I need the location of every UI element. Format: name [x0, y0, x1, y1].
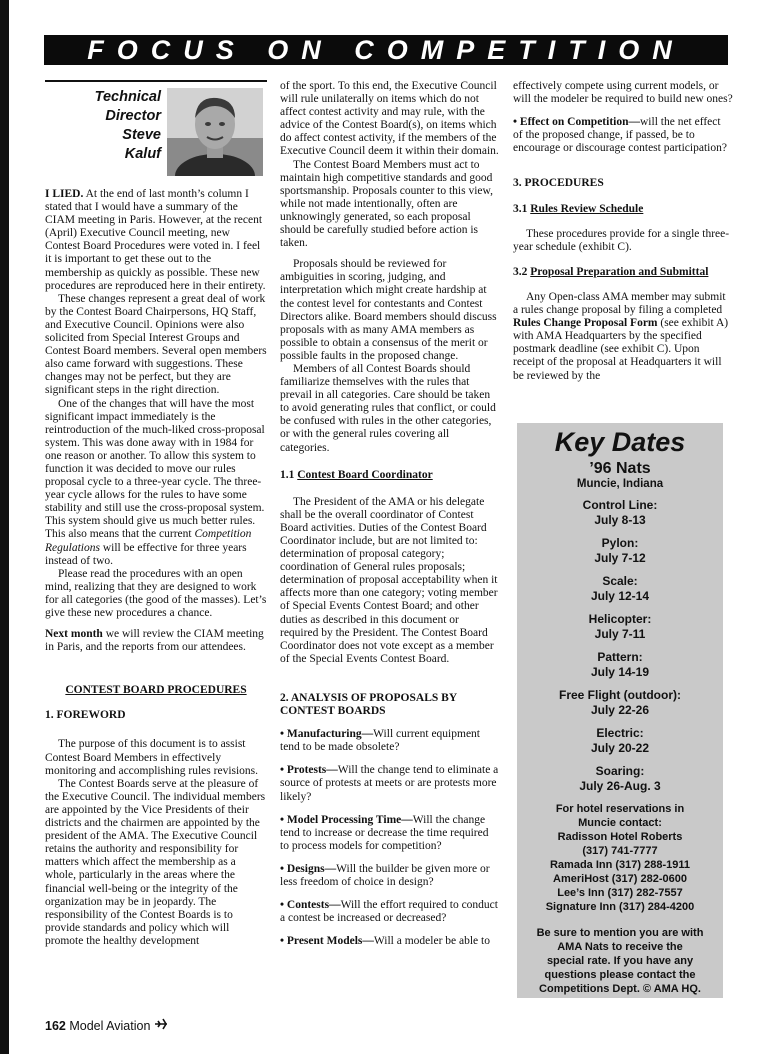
section-3-2-heading: [513, 266, 733, 279]
bullet-text: will the net effect of the proposed change, if passed, be to encourage or discourage contest participation?: [513, 116, 727, 155]
event-name: Electric:: [596, 726, 644, 740]
paragraph: [45, 398, 267, 568]
event-name: Soaring:: [595, 764, 645, 778]
note-line: questions please contact the: [544, 969, 696, 981]
event-date: July 12-14: [590, 589, 650, 603]
bullet-text: Will current equipment tend to be made obsolete?: [280, 728, 480, 754]
event-entry: [517, 536, 723, 566]
bullet-item: [280, 764, 500, 803]
intro-text: At the end of last month’s column I stated that I would have a summary of the CIAM meeting in Paris. However, at the recent (April) Executive Council meeting, new Contest Board Procedures were voted in. I feel it is important to get these out to the membership as quickly as possible. These new procedures are reproduced here in their entirety.: [45, 188, 266, 292]
next-month-lead: Next month: [45, 628, 103, 641]
section-3-1-heading: [513, 203, 733, 216]
event-name: Free Flight (outdoor):: [559, 688, 681, 702]
bullet-item: [280, 863, 500, 889]
event-name: Pattern:: [597, 650, 643, 664]
bullet-text: Will a modeler be able to: [373, 935, 490, 948]
paragraph: Members of all Contest Boards should familiarize themselves with the rules that prevail in all categories. Care should be taken to avoid generating rules that conflict, or could be confused with rules in the other categories, or with the general rules covering all categories.: [280, 362, 496, 454]
section-banner: FOCUS ON COMPETITION: [44, 35, 728, 65]
paragraph: These changes represent a great deal of work by the Contest Board Chairpersons, HQ Staff, and Executive Council. Opinions were also solicited from Special Interest Groups and Contest Board members. Several open members also came forward with suggestions. These changes may not be perfect, but they are significant steps in the right direction.: [45, 292, 267, 397]
bullet-lead: • Model Processing Time—: [280, 813, 413, 826]
event-entry: [517, 764, 723, 794]
author-bio: [45, 88, 267, 180]
hotel-line: (317) 741-7777: [582, 845, 658, 857]
paragraph-text: One of the changes that will have the most significant impact immediately is the reintroduction of the much-liked cross-proposal system. This was done away with in 1984 for one reason or another. To allow this system to function it was decided to move our rules proposal cycle to a three-year cycle. The three- year cycle allows for the rules to have some stability and still use the cross-proposal system. This system should give us much better rules. This also means that the current: [45, 397, 265, 541]
bullet-item: [280, 814, 500, 853]
paragraph: These procedures provide for a single three-year schedule (exhibit C).: [513, 227, 730, 253]
author-photo: [167, 88, 263, 176]
event-entry: [517, 688, 723, 718]
bullet-text: Will the change tend to increase or decrease the time required to process models for competition?: [280, 813, 489, 852]
bullet-lead: • Effect on Competition—: [513, 116, 640, 129]
bullet-lead: • Protests—: [280, 764, 338, 777]
bullet-text: Will the effort required to conduct a contest be increased or decreased?: [280, 899, 498, 925]
contest-board-procedures-heading: CONTEST BOARD PROCEDURES: [65, 684, 247, 697]
page-number: 162: [45, 1019, 66, 1033]
event-name: Control Line:: [582, 498, 658, 512]
hotel-line: Radisson Hotel Roberts: [557, 831, 683, 843]
nats-year: ’96 Nats: [589, 460, 651, 477]
event-date: July 22-26: [590, 703, 650, 717]
note-line: Be sure to mention you are with: [536, 927, 704, 939]
bullet-text: Will the change tend to eliminate a source of protests at meets or are protests more likely?: [280, 764, 499, 803]
paragraph: The President of the AMA or his delegate shall be the overall coordinator of Contest Board activities. Duties of the Contest Board Coordinator include, but are not limited to: determination of proposal category; coordination of General rules proposals; determination of proposal acceptability when it affects more than one category; voting member of Special Events Contest Board; and other duties as described in this document or required by the President. The Contest Board Coordinator does not vote except as a member of the Special Events Contest Board.: [280, 495, 498, 665]
event-entry: [517, 650, 723, 680]
hotel-line: AmeriHost (317) 282-0600: [553, 873, 687, 885]
event-name: Pylon:: [601, 536, 639, 550]
section-3-heading: 3. PROCEDURES: [513, 177, 604, 190]
nats-location: Muncie, Indiana: [576, 478, 664, 490]
paragraph-text: Any Open-class AMA member may submit a rules change proposal by filing a completed: [513, 290, 726, 317]
event-date: July 7-12: [594, 551, 646, 565]
event-entry: [517, 498, 723, 528]
hotel-info: [517, 802, 723, 914]
paragraph: effectively compete using current models, or will the modeler be required to build new ones?: [513, 80, 733, 106]
section-title: Rules Review Schedule: [530, 202, 644, 215]
magazine-name: Model Aviation: [69, 1019, 151, 1033]
intro-paragraph: [45, 188, 267, 293]
paragraph: of the sport. To this end, the Executive Council will rule unilaterally on items which do not affect contest activity and may rule, with the advice of the Contest Board(s), on items which do affect contest activity, if the members of the Executive Council deem it within their domain.: [280, 80, 499, 158]
page-edge: [0, 0, 9, 1054]
author-first-name: Steve: [122, 127, 161, 143]
event-date: July 26-Aug. 3: [579, 779, 661, 793]
section-title: Contest Board Coordinator: [297, 468, 433, 481]
section-number: 3.1: [513, 202, 528, 215]
page-footer: [45, 1018, 168, 1033]
event-name: Helicopter:: [588, 612, 652, 626]
event-entry: [517, 612, 723, 642]
reservation-note: [517, 926, 723, 996]
column-3: [513, 80, 733, 383]
paragraph-text: will be effective for three years instead of two.: [45, 541, 247, 567]
intro-lead: I LIED.: [45, 188, 84, 200]
event-name: Scale:: [602, 574, 638, 588]
bullet-item: [280, 899, 500, 925]
key-dates-title: Key Dates: [554, 427, 686, 457]
bullet-lead: • Present Models—: [280, 935, 374, 948]
form-name: Rules Change Proposal Form: [513, 317, 658, 330]
hotel-line: Signature Inn (317) 284-4200: [545, 901, 695, 913]
event-date: July 20-22: [590, 741, 650, 755]
event-entry: [517, 574, 723, 604]
column-1: [45, 80, 267, 948]
hotel-intro: Muncie contact:: [578, 817, 662, 829]
next-month-text: we will review the CIAM meeting in Paris, and the reports from our attendees.: [45, 628, 264, 654]
bullet-item: [280, 728, 500, 754]
foreword-heading: 1. FOREWORD: [45, 709, 126, 722]
author-title-1: Technical: [94, 89, 161, 105]
section-number: 3.2: [513, 265, 528, 278]
note-line: special rate. If you have any: [546, 955, 694, 967]
section-1-1-heading: [280, 469, 500, 482]
section-number: 1.1: [280, 468, 295, 481]
paragraph: The purpose of this document is to assist Contest Board Members in effectively monitoring and accomplishing rules revisions.: [45, 738, 259, 777]
author-caption: [45, 88, 167, 180]
bullet-text: Will the builder be given more or less freedom of choice in design?: [280, 862, 490, 888]
bullet-lead: • Contests—: [280, 899, 341, 912]
portrait-image: [167, 88, 263, 176]
bullet-lead: • Designs—: [280, 862, 337, 875]
event-date: July 7-11: [594, 627, 646, 641]
airplane-icon: [154, 1018, 168, 1033]
paragraph: Please read the procedures with an open mind, realizing that they are designed to work for all categories (the good of the masses). Let’s give these new procedures a chance.: [45, 567, 267, 619]
event-entry: [517, 726, 723, 756]
note-line: AMA Nats to receive the: [557, 941, 683, 953]
paragraph: The Contest Board Members must act to maintain high competitive standards and good sportsmanship. Proposals counter to this view, while not made intentionally, often are unknowingly generated, so each proposal should be carefully studied before action is taken.: [280, 158, 493, 250]
event-date: July 14-19: [590, 665, 650, 679]
note-line: Competitions Dept. © AMA HQ.: [539, 983, 701, 995]
italic-title: Competition Regulations: [45, 528, 252, 554]
paragraph: The Contest Boards serve at the pleasure of the Executive Council. The individual members are appointed by the Vice Presidents of their districts and the chairmen are appointed by the president of the AMA. The Executive Council retains the authority and responsibility for matters which affect the membership as a whole, particularly in the areas where the financial well-being or the integrity of the organization may be in jeopardy. The responsibility of the Contest Boards is to provide standards and policy which will promote the healthy development: [45, 777, 266, 947]
bullet-item: [280, 935, 500, 948]
paragraph: [513, 291, 733, 383]
column-2: [280, 80, 500, 948]
paragraph: Proposals should be reviewed for ambiguities in scoring, judging, and interpretation which might create hardship at the contest level for contestants and Contest Directors alike. Board members should discuss proposals with as many AMA members as possible to obtain a consensus of the merit or possible faults in the proposed change.: [280, 258, 497, 362]
author-title-2: Director: [105, 108, 161, 124]
bullet-lead: • Manufacturing—: [280, 728, 374, 741]
bullet-item: [513, 116, 733, 155]
top-rule: [45, 80, 267, 82]
event-date: July 8-13: [594, 513, 646, 527]
paragraph-text: (see exhibit A) with AMA Headquarters by the specified postmark deadline (see exhibit C). Upon receipt of the proposal at Headquarters it will be reviewed by the: [513, 317, 729, 382]
section-title: Proposal Preparation and Submittal: [530, 265, 709, 278]
hotel-line: Lee’s Inn (317) 282-7557: [557, 887, 683, 899]
hotel-intro: For hotel reservations in: [555, 803, 685, 815]
next-month-paragraph: [45, 628, 267, 654]
hotel-line: Ramada Inn (317) 288-1911: [549, 859, 691, 871]
key-dates-box: [517, 423, 723, 998]
section-2-heading: 2. ANALYSIS OF PROPOSALS BY CONTEST BOARDS: [280, 691, 457, 718]
author-last-name: Kaluf: [124, 146, 161, 162]
